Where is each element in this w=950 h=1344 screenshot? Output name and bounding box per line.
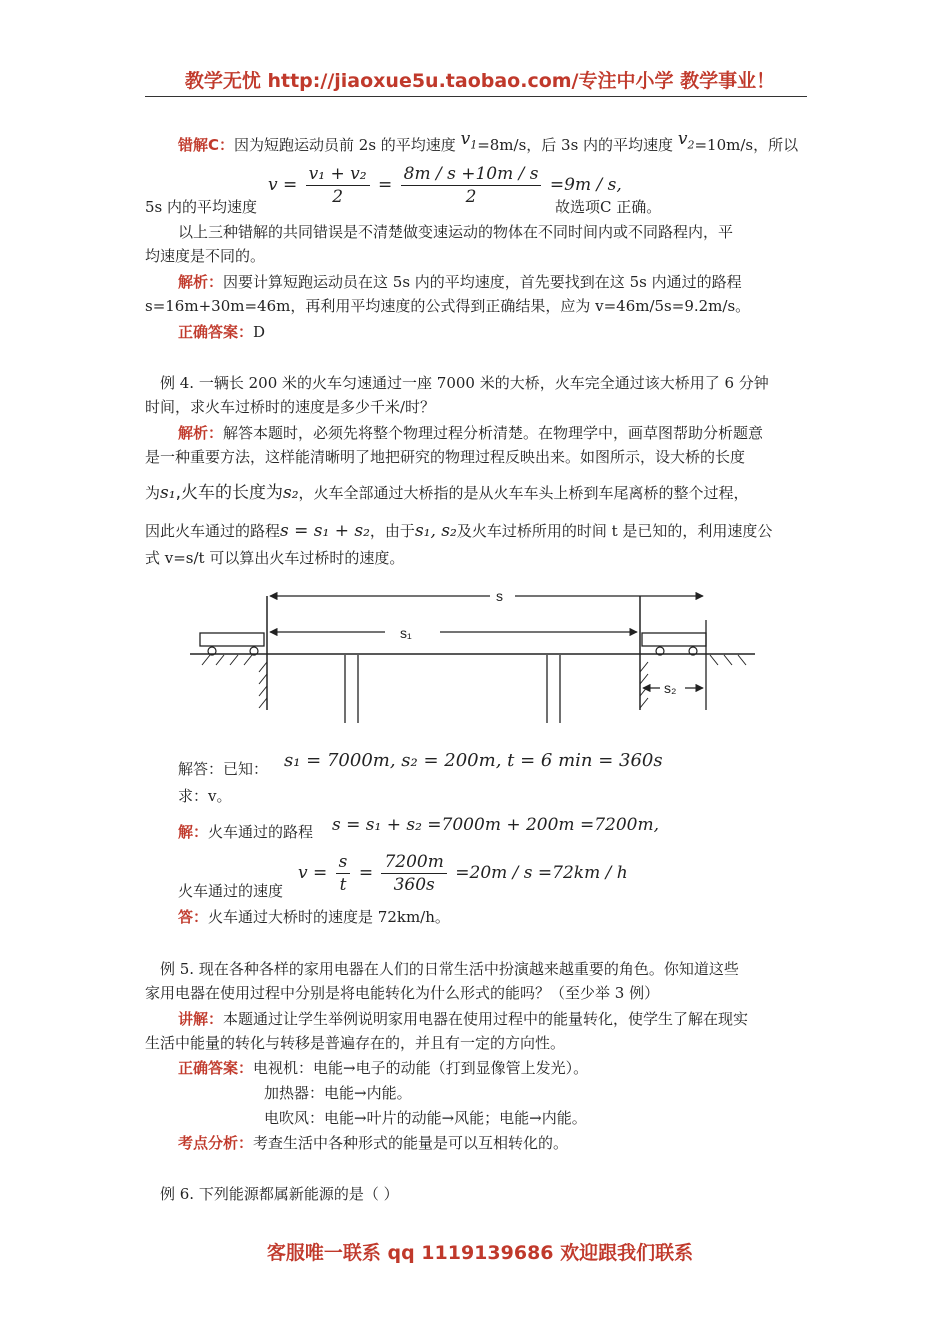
speed-lhs: v = — [298, 863, 328, 883]
formula-result: =9m / s, — [549, 175, 622, 195]
speed-frac1 — [336, 852, 351, 895]
answer-text: 火车通过大桥时的速度是 72km/h。 — [208, 908, 450, 926]
speed-frac2-den: 360s — [393, 875, 435, 895]
label-s2: s₂ — [664, 680, 677, 696]
lecture-label: 讲解： — [178, 1010, 224, 1028]
speed-frac2-num: 7200m — [381, 852, 446, 874]
line3-c: ，火车全部通过大桥指的是从火车车头上桥到车尾离桥的整个过程， — [298, 484, 749, 502]
example4-line2: 时间，求火车过桥时的速度是多少千米/时？ — [145, 398, 436, 416]
example4-analysis-text1: 解答本题时，必须先将整个物理过程分析清楚。在物理学中，画草图帮助分析题意 — [223, 424, 764, 442]
frac1-den: 2 — [332, 187, 344, 207]
line4-formula: s = s₁ + s₂ — [280, 521, 370, 541]
line3-b: ,火车的长度为 — [175, 483, 283, 503]
speed-text: 火车通过的速度 — [178, 882, 284, 900]
v2-sub: 2 — [687, 138, 695, 152]
analysis1-line1 — [178, 271, 742, 293]
frac1-num: v₁ + v₂ — [306, 164, 370, 186]
page-footer: 客服唯一联系 qq 1119139686 欢迎跟我们联系 — [266, 1242, 694, 1264]
example5-answer-line — [178, 1057, 588, 1079]
line3-s2: s₂ — [282, 483, 299, 503]
speed-formula: v = $\frac{s}{t}$ = $\frac{7200m}{360s}$ =20m / s =72km / h — [298, 852, 628, 895]
example5-lecture-line1 — [178, 1008, 748, 1030]
solve-label: 解： — [178, 823, 209, 841]
answer-item-tv: 电视机：电能→电子的动能（打到显像管上发光）。 — [253, 1059, 589, 1077]
example6-line1: 例 6. 下列能源都属新能源的是（ ） — [160, 1185, 399, 1203]
page-header: 教学无忧 http://jiaoxue5u.taobao.com/专注中小学 教学事业！ — [184, 70, 776, 92]
line4-a: 因此火车通过的路程 — [145, 522, 281, 540]
find-line: 求：v。 — [178, 787, 232, 805]
wrong-c-line2-prefix: 5s 内的平均速度 — [145, 198, 258, 216]
example4-analysis-line2: 是一种重要方法，这样能清晰明了地把研究的物理过程反映出来。如图所示，设大桥的长度 — [145, 448, 746, 466]
point-label: 考点分析： — [178, 1134, 254, 1152]
example4-analysis-line1 — [178, 422, 763, 444]
v1-sub: 1 — [470, 138, 478, 152]
answer-item-hairdryer: 电吹风：电能→叶片的动能→风能；电能→内能。 — [264, 1109, 587, 1127]
frac2-num: 8m / s +10m / s — [401, 164, 542, 186]
speed-frac1-den: t — [339, 875, 347, 895]
point-text: 考查生活中各种形式的能量是可以互相转化的。 — [253, 1134, 569, 1152]
example4-analysis-line4 — [145, 520, 772, 542]
answer-label: 答： — [178, 908, 209, 926]
formula-frac2 — [401, 164, 542, 207]
speed-frac2 — [381, 852, 446, 895]
example4-analysis-label: 解析： — [178, 424, 224, 442]
wrong-c-text3: =10m/s，所以 — [694, 136, 799, 154]
analysis1-text1: 因要计算短跑运动员在这 5s 内的平均速度，首先要找到在这 5s 内通过的路程 — [223, 273, 742, 291]
ground-hatch-right — [710, 655, 746, 665]
formula-frac1 — [306, 164, 370, 207]
line4-s: s₁, s₂ — [414, 521, 457, 541]
line4-b: ，由于 — [369, 522, 415, 540]
example5-lecture-line2: 生活中能量的转化与转移是普遍存在的，并且有一定的方向性。 — [145, 1034, 566, 1052]
frac2-den: 2 — [465, 187, 477, 207]
train-left — [200, 633, 264, 646]
v2-symbol: v — [677, 129, 688, 149]
formula-eq: = — [377, 175, 393, 195]
answer1 — [178, 321, 265, 343]
example5-line1: 例 5. 现在各种各样的家用电器在人们的日常生活中扮演越来越重要的角色。你知道这些 — [160, 960, 739, 978]
answer-line — [178, 906, 450, 928]
summary-line1: 以上三种错解的共同错误是不清楚做变速运动的物体在不同时间内或不同路程内，平 — [178, 223, 734, 241]
train-right — [642, 633, 706, 646]
wrong-c-line1 — [178, 129, 799, 162]
formula-lhs: v = — [268, 175, 298, 195]
point-line — [178, 1132, 568, 1154]
bridge-diagram — [190, 580, 770, 740]
analysis1-line2: s=16m+30m=46m，再利用平均速度的公式得到正确结果，应为 v=46m/5s=9.2m/s。 — [145, 297, 751, 315]
example4-line1: 例 4. 一辆长 200 米的火车匀速通过一座 7000 米的大桥，火车完全通过该大桥用了 6 分钟 — [160, 374, 769, 392]
line4-c: 及火车过桥所用的时间 t 是已知的，利用速度公 — [456, 522, 773, 540]
answer1-value: D — [253, 323, 266, 341]
solve-line — [178, 821, 313, 843]
known-formula: s₁ = 7000m, s₂ = 200m, t = 6 min = 360s — [284, 750, 663, 771]
example5-line2: 家用电器在使用过程中分别是将电能转化为什么形式的能吗？（至少举 3 例） — [145, 984, 660, 1002]
solve-formula: s = s₁ + s₂ =7000m + 200m =7200m, — [332, 815, 659, 835]
lecture-text1: 本题通过让学生举例说明家用电器在使用过程中的能量转化，使学生了解在现实 — [223, 1010, 749, 1028]
analysis1-label: 解析： — [178, 273, 224, 291]
line3-a: 为 — [145, 484, 161, 502]
known-label: 解答：已知： — [178, 760, 269, 778]
speed-frac1-num: s — [336, 852, 351, 874]
v1-symbol: v — [460, 129, 471, 149]
wrong-c-line2-suffix: 故选项C 正确。 — [555, 198, 662, 216]
label-s1: s₁ — [400, 625, 412, 641]
speed-result: =20m / s =72km / h — [455, 863, 628, 883]
wrong-c-text1: 因为短跑运动员前 2s 的平均速度 — [234, 136, 456, 154]
ground-hatch-left — [202, 655, 252, 665]
wrong-c-text2: =8m/s，后 3s 内的平均速度 — [477, 136, 674, 154]
example4-analysis-line5: 式 v=s/t 可以算出火车过桥时的速度。 — [145, 549, 405, 567]
line3-s1: s₁ — [160, 483, 176, 503]
example4-analysis-line3 — [145, 482, 749, 504]
summary-line2: 均速度是不同的。 — [145, 247, 266, 265]
answer-item-heater: 加热器：电能→内能。 — [264, 1084, 412, 1102]
answer1-label: 正确答案： — [178, 323, 254, 341]
solve-text: 火车通过的路程 — [208, 823, 314, 841]
label-s: s — [496, 588, 503, 604]
header-rule — [145, 96, 807, 97]
wrong-c-label: 错解C： — [178, 136, 235, 154]
example5-answer-label: 正确答案： — [178, 1059, 254, 1077]
